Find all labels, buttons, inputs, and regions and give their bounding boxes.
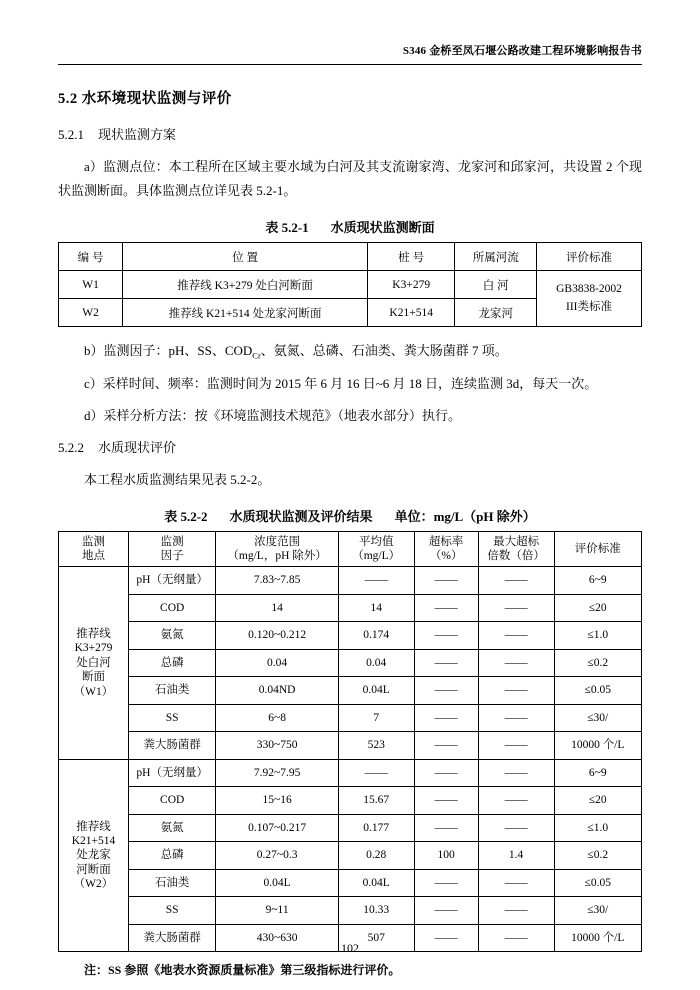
table2-g2-r5-range: 9~11 bbox=[216, 897, 338, 925]
table2-g1-r5-std: ≤30/ bbox=[554, 704, 642, 732]
table1-header-river: 所属河流 bbox=[455, 243, 537, 271]
table1-standard-line1: GB3838-2002 bbox=[556, 283, 622, 296]
table2-g1-r0-factor: pH（无纲量） bbox=[128, 567, 215, 595]
table2-g1-r0-rate: —— bbox=[414, 567, 478, 595]
table-row bbox=[59, 732, 642, 760]
table2-g2-r6-avg: 507 bbox=[338, 924, 414, 952]
table1-header-standard: 评价标准 bbox=[537, 243, 642, 271]
table-row bbox=[59, 649, 642, 677]
table2-g1-r0-range: 7.83~7.85 bbox=[216, 567, 338, 595]
table2-header-rate-l1: 超标率 bbox=[428, 535, 464, 548]
table2-g1-r6-rate: —— bbox=[414, 732, 478, 760]
table2-header-avg-l2: （mg/L） bbox=[352, 549, 401, 562]
table2-header-rate-l2: （%） bbox=[429, 549, 463, 562]
table2-g2-r6-rate: —— bbox=[414, 924, 478, 952]
table2-group2-site-l1: 推荐线 bbox=[76, 820, 111, 833]
table2-g1-r4-avg: 0.04L bbox=[338, 677, 414, 705]
table-row bbox=[59, 677, 642, 705]
subsection-522-title: 水质现状评价 bbox=[98, 439, 177, 455]
table1-r1-stake: K3+279 bbox=[367, 271, 454, 299]
table-row bbox=[59, 704, 642, 732]
table-row bbox=[59, 243, 642, 271]
table2-header-max bbox=[478, 531, 554, 567]
table2-g1-r6-range: 330~750 bbox=[216, 732, 338, 760]
table2-g1-r3-max: —— bbox=[478, 649, 554, 677]
table2-header-site-l1: 监测 bbox=[81, 535, 105, 548]
table2-g2-r1-rate: —— bbox=[414, 787, 478, 815]
table2-g2-r0-range: 7.92~7.95 bbox=[216, 759, 338, 787]
table1-r2-code: W2 bbox=[59, 299, 123, 327]
table2-g1-r1-range: 14 bbox=[216, 594, 338, 622]
table2-g1-r4-rate: —— bbox=[414, 677, 478, 705]
table-row bbox=[59, 594, 642, 622]
table2-g2-r4-max: —— bbox=[478, 869, 554, 897]
table1-header-location: 位 置 bbox=[123, 243, 368, 271]
table-row bbox=[59, 531, 642, 567]
table2-g1-r6-avg: 523 bbox=[338, 732, 414, 760]
table2-g2-r1-max: —— bbox=[478, 787, 554, 815]
page-number: 102 bbox=[341, 941, 359, 955]
table2-g2-r4-range: 0.04L bbox=[216, 869, 338, 897]
table1-caption-number: 表 5.2-1 bbox=[265, 220, 309, 236]
table2-g2-r0-factor: pH（无纲量） bbox=[128, 759, 215, 787]
table2-header-range-l1: 浓度范围 bbox=[254, 535, 301, 548]
table2-g1-r4-range: 0.04ND bbox=[216, 677, 338, 705]
table2-group2-site bbox=[59, 759, 129, 952]
table2-g2-r5-max: —— bbox=[478, 897, 554, 925]
table-row bbox=[59, 842, 642, 870]
table2-group1-site-l5: （W1） bbox=[73, 685, 114, 698]
table2-note: 注：SS 参照《地表水资源质量标准》第三级指标进行评价。 bbox=[84, 963, 401, 978]
table2-g1-r3-range: 0.04 bbox=[216, 649, 338, 677]
table2-group1-site-l1: 推荐线 bbox=[76, 628, 111, 641]
table2-header-avg bbox=[338, 531, 414, 567]
table-water-quality-results bbox=[58, 531, 642, 953]
subsection-522-heading bbox=[58, 437, 642, 456]
table2-g2-r3-avg: 0.28 bbox=[338, 842, 414, 870]
table2-g1-r2-max: —— bbox=[478, 622, 554, 650]
table2-g1-r5-factor: SS bbox=[128, 704, 215, 732]
subsection-521-number: 5.2.1 bbox=[58, 127, 84, 142]
table2-g2-r6-factor: 粪大肠菌群 bbox=[128, 924, 215, 952]
table2-g2-r2-range: 0.107~0.217 bbox=[216, 814, 338, 842]
table2-g1-r1-std: ≤20 bbox=[554, 594, 642, 622]
table1-r2-stake: K21+514 bbox=[367, 299, 454, 327]
table1-header-stake: 桩 号 bbox=[367, 243, 454, 271]
table2-g2-r4-rate: —— bbox=[414, 869, 478, 897]
table-row bbox=[59, 814, 642, 842]
table2-g2-r0-avg: —— bbox=[338, 759, 414, 787]
table2-group1-site bbox=[59, 567, 129, 760]
table2-g2-r2-max: —— bbox=[478, 814, 554, 842]
table2-g1-r4-factor: 石油类 bbox=[128, 677, 215, 705]
table2-g1-r5-range: 6~8 bbox=[216, 704, 338, 732]
table1-standard-merged bbox=[537, 271, 642, 327]
table2-g2-r5-factor: SS bbox=[128, 897, 215, 925]
table2-g1-r0-std: 6~9 bbox=[554, 567, 642, 595]
table1-header-code: 编 号 bbox=[59, 243, 123, 271]
table2-header-range-l2: （mg/L，pH 除外） bbox=[227, 549, 327, 562]
table2-header-avg-l1: 平均值 bbox=[358, 535, 394, 548]
table2-g2-r1-avg: 15.67 bbox=[338, 787, 414, 815]
table2-header-max-l1: 最大超标 bbox=[493, 535, 540, 548]
table2-header-site-l2: 地点 bbox=[81, 549, 105, 562]
table2-g1-r3-avg: 0.04 bbox=[338, 649, 414, 677]
table1-r1-location: 推荐线 K3+279 处白河断面 bbox=[123, 271, 368, 299]
table2-group1-site-l4: 断面 bbox=[81, 671, 105, 684]
table-row bbox=[59, 622, 642, 650]
section-title: 5.2 水环境现状监测与评价 bbox=[58, 91, 232, 107]
table2-g1-r4-std: ≤0.05 bbox=[554, 677, 642, 705]
table2-g1-r5-avg: 7 bbox=[338, 704, 414, 732]
table2-group2-site-l3: 处龙家 bbox=[76, 849, 111, 862]
table2-g1-r5-rate: —— bbox=[414, 704, 478, 732]
table2-g2-r1-range: 15~16 bbox=[216, 787, 338, 815]
table2-g1-r6-max: —— bbox=[478, 732, 554, 760]
table1-caption bbox=[58, 217, 642, 236]
table2-g2-r0-std: 6~9 bbox=[554, 759, 642, 787]
table2-group1-site-l2: K3+279 bbox=[74, 642, 113, 655]
table2-g2-r1-std: ≤20 bbox=[554, 787, 642, 815]
table2-header-standard: 评价标准 bbox=[554, 531, 642, 567]
table2-g2-r3-max: 1.4 bbox=[478, 842, 554, 870]
table2-g2-r5-avg: 10.33 bbox=[338, 897, 414, 925]
table2-g1-r3-factor: 总磷 bbox=[128, 649, 215, 677]
table2-g2-r0-rate: —— bbox=[414, 759, 478, 787]
table2-g1-r1-factor: COD bbox=[128, 594, 215, 622]
paragraph-d: d）采样分析方法：按《环境监测技术规范》（地表水部分）执行。 bbox=[84, 408, 462, 424]
table2-g1-r6-factor: 粪大肠菌群 bbox=[128, 732, 215, 760]
table1-r2-river: 龙家河 bbox=[455, 299, 537, 327]
table-row bbox=[59, 271, 642, 299]
table2-header-factor-l1: 监测 bbox=[160, 535, 184, 548]
table2-g1-r2-range: 0.120~0.212 bbox=[216, 622, 338, 650]
table2-g2-r0-max: —— bbox=[478, 759, 554, 787]
subsection-522-number: 5.2.2 bbox=[58, 439, 84, 455]
table2-g1-r1-avg: 14 bbox=[338, 594, 414, 622]
table2-g1-r2-factor: 氨氮 bbox=[128, 622, 215, 650]
table2-g2-r4-avg: 0.04L bbox=[338, 869, 414, 897]
table2-g1-r2-avg: 0.174 bbox=[338, 622, 414, 650]
table2-g1-r5-max: —— bbox=[478, 704, 554, 732]
table2-g2-r2-rate: —— bbox=[414, 814, 478, 842]
table2-g1-r2-std: ≤1.0 bbox=[554, 622, 642, 650]
header-divider bbox=[58, 64, 642, 65]
table1-r2-location: 推荐线 K21+514 处龙家河断面 bbox=[123, 299, 368, 327]
table2-g2-r6-std: 10000 个/L bbox=[554, 924, 642, 952]
table2-g2-r2-std: ≤1.0 bbox=[554, 814, 642, 842]
paragraph-b: b）监测因子：pH、SS、$COD_{Cr}$、氨氮、总磷、石油类、粪大肠菌群 7 项。 bbox=[84, 343, 508, 361]
table2-g2-r6-max: —— bbox=[478, 924, 554, 952]
running-title: S346 金桥至凤石堰公路改建工程环境影响报告书 bbox=[402, 45, 642, 57]
table2-g2-r3-range: 0.27~0.3 bbox=[216, 842, 338, 870]
table2-g2-r5-rate: —— bbox=[414, 897, 478, 925]
paragraph-e: 本工程水质监测结果见表 5.2-2。 bbox=[84, 471, 271, 487]
table2-caption bbox=[58, 506, 642, 525]
table2-g2-r2-avg: 0.177 bbox=[338, 814, 414, 842]
table2-g1-r1-max: —— bbox=[478, 594, 554, 622]
table2-g2-r3-rate: 100 bbox=[414, 842, 478, 870]
table1-r1-code: W1 bbox=[59, 271, 123, 299]
table2-g1-r6-std: 10000 个/L bbox=[554, 732, 642, 760]
table-monitoring-sections bbox=[58, 242, 642, 327]
table2-group2-site-l2: K21+514 bbox=[71, 834, 116, 847]
table1-caption-title: 水质现状监测断面 bbox=[330, 220, 435, 236]
table-row bbox=[59, 759, 642, 787]
page-header bbox=[58, 42, 642, 64]
table2-g2-r4-factor: 石油类 bbox=[128, 869, 215, 897]
table2-g1-r3-std: ≤0.2 bbox=[554, 649, 642, 677]
table-row bbox=[59, 567, 642, 595]
table2-g2-r3-std: ≤0.2 bbox=[554, 842, 642, 870]
table2-g2-r2-factor: 氨氮 bbox=[128, 814, 215, 842]
table2-caption-number: 表 5.2-2 bbox=[164, 508, 208, 524]
table2-g1-r0-max: —— bbox=[478, 567, 554, 595]
table2-caption-title: 水质现状监测及评价结果 bbox=[229, 508, 373, 524]
table2-g1-r3-rate: —— bbox=[414, 649, 478, 677]
paragraph-a: a）监测点位：本工程所在区域主要水域为白河及其支流谢家湾、龙家河和邱家河，共设置 2 个现状监测断面。具体监测点位详见表 5.2-1。 bbox=[58, 159, 642, 199]
table2-group2-site-l4: 河断面 bbox=[76, 863, 111, 876]
table2-g1-r0-avg: —— bbox=[338, 567, 414, 595]
table2-header-factor bbox=[128, 531, 215, 567]
table2-header-max-l2: 倍数（倍） bbox=[487, 549, 545, 562]
table2-group1-site-l3: 处白河 bbox=[76, 656, 111, 669]
table2-header-factor-l2: 因子 bbox=[160, 549, 184, 562]
table2-g2-r5-std: ≤30/ bbox=[554, 897, 642, 925]
table-row bbox=[59, 787, 642, 815]
table1-r1-river: 白 河 bbox=[455, 271, 537, 299]
table-row bbox=[59, 897, 642, 925]
table2-g2-r3-factor: 总磷 bbox=[128, 842, 215, 870]
table2-caption-unit: 单位：mg/L（pH 除外） bbox=[394, 508, 536, 524]
table2-g1-r1-rate: —— bbox=[414, 594, 478, 622]
table2-header-site bbox=[59, 531, 129, 567]
table-row bbox=[59, 869, 642, 897]
paragraph-c: c）采样时间、频率：监测时间为 2015 年 6 月 16 日~6 月 18 日，连续监测 3d，每天一次。 bbox=[84, 376, 598, 392]
table2-g1-r2-rate: —— bbox=[414, 622, 478, 650]
table2-group2-site-l5: （W2） bbox=[73, 878, 114, 891]
subsection-521-heading bbox=[58, 124, 642, 143]
table2-header-rate bbox=[414, 531, 478, 567]
table2-g2-r4-std: ≤0.05 bbox=[554, 869, 642, 897]
table2-header-range bbox=[216, 531, 338, 567]
table1-standard-line2: III类标准 bbox=[566, 300, 613, 313]
table2-g2-r6-range: 430~630 bbox=[216, 924, 338, 952]
table2-g2-r1-factor: COD bbox=[128, 787, 215, 815]
subsection-521-title: 现状监测方案 bbox=[98, 127, 177, 142]
table2-g1-r4-max: —— bbox=[478, 677, 554, 705]
